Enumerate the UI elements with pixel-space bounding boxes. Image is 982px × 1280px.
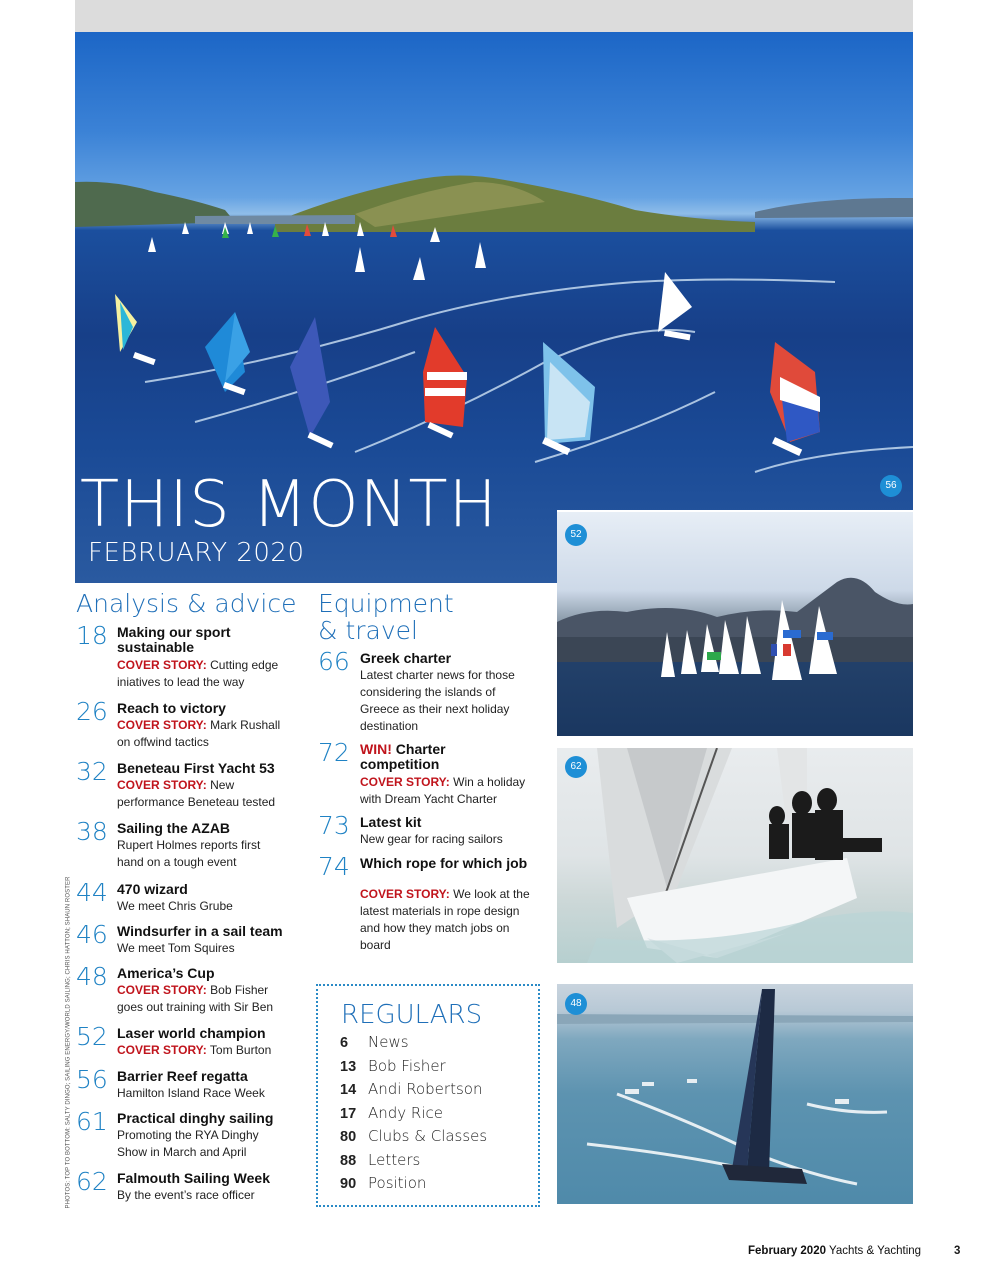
entry-title: Reach to victory [117,700,226,716]
regular-page: 90 [340,1176,357,1192]
photo-credit [60,876,72,1210]
entry-description [117,717,287,751]
falmouth-yacht-photo [557,748,913,963]
equipment-heading-line1: Equipment [318,589,454,618]
entry-title: Falmouth Sailing Week [117,1170,270,1186]
entry-page-number: 38 [76,817,108,846]
regular-item[interactable] [340,1127,487,1145]
cover-story-label: COVER STORY: [117,778,207,792]
issue-date: FEBRUARY 2020 [88,538,305,568]
photo-62-badge[interactable]: 62 [565,756,587,778]
regular-page: 6 [340,1035,349,1051]
photo-52-badge[interactable]: 52 [565,524,587,546]
entry-description [117,657,302,691]
entry-desc-text: New performance Beneteau tested [117,778,276,809]
entry-description [360,886,540,954]
page-footer [748,1245,921,1257]
entry-page-number: 56 [76,1065,108,1094]
entry-description [360,774,535,808]
cover-story-label: COVER STORY: [360,775,450,789]
regular-label: Clubs & Classes [368,1127,488,1145]
regular-page: 14 [340,1082,357,1098]
yacht-illustration [557,748,913,963]
regulars-box [316,984,540,1207]
entry-description: We meet Tom Squires [117,941,235,955]
regular-item[interactable] [340,1174,426,1192]
photo-48-badge[interactable]: 48 [565,993,587,1015]
entry-desc-text: Mark Rushall on offwind tactics [117,718,281,749]
regular-label: News [368,1033,409,1051]
entry-page-number: 61 [76,1107,108,1136]
entry-description: Latest charter news for those considering the islands of Greece as their next holiday destination [360,668,515,733]
entry-title: Barrier Reef regatta [117,1068,248,1084]
entry-page-number: 62 [76,1167,108,1196]
entry-description [117,777,292,811]
regular-page: 88 [340,1153,357,1169]
entry-page-number: 72 [318,738,350,767]
entry-page-number: 18 [76,621,108,650]
entry-desc-text: We look at the latest materials in rope design and how they match jobs on board [360,887,530,952]
regular-page: 17 [340,1106,357,1122]
entry-title: Sailing the AZAB [117,820,231,836]
entry-description: New gear for racing sailors [360,832,503,846]
entry-page-number: 32 [76,757,108,786]
entry-page-number: 44 [76,878,108,907]
hero-page-badge[interactable]: 56 [880,475,902,497]
regular-item[interactable] [340,1080,482,1098]
entry-desc-text: Win a holiday with Dream Yacht Charter [360,775,526,806]
footer-date: February 2020 [748,1245,826,1257]
entry-description: Hamilton Island Race Week [117,1086,265,1100]
entry-page-number: 46 [76,920,108,949]
entry-title: 470 wizard [117,881,188,897]
footer-magazine: Yachts & Yachting [829,1245,922,1257]
entry-title [360,742,480,772]
entry-description [117,1042,307,1059]
win-label: WIN! [360,741,392,757]
entry-title: Making our sport sustainable [117,624,231,655]
regular-label: Andy Rice [368,1104,443,1122]
regular-label: Letters [368,1151,421,1169]
entry-title: Greek charter [360,650,452,666]
entry-title: Which rope for which job [360,855,528,871]
regular-label: Andi Robertson [368,1080,483,1098]
entry-title: Windsurfer in a sail team [117,923,283,939]
regular-page: 13 [340,1059,357,1075]
equipment-heading-line2: & travel [318,616,418,645]
page-number: 3 [954,1245,961,1257]
entry-page-number: 26 [76,697,108,726]
cover-story-label: COVER STORY: [117,718,207,732]
entry-description: By the event’s race officer [117,1188,255,1202]
analysis-heading: Analysis & advice [76,589,297,618]
americas-cup-photo [557,984,913,1204]
top-grey-band [75,0,913,32]
entry-title-text: Charter competition [360,741,446,772]
entry-description: Promoting the RYA Dinghy Show in March and April [117,1128,259,1159]
entry-desc-text: Cutting edge iniatives to lead the way [117,658,279,689]
regular-label: Bob Fisher [368,1057,446,1075]
regular-item[interactable] [340,1033,409,1051]
entry-description: We meet Chris Grube [117,899,233,913]
entry-page-number: 73 [318,811,350,840]
entry-title: Practical dinghy sailing [117,1110,274,1126]
regular-label: Position [368,1174,427,1192]
laser-dinghies-photo [557,512,913,736]
entry-page-number: 52 [76,1022,108,1051]
foiling-yacht-illustration [557,984,913,1204]
entry-page-number: 66 [318,647,350,676]
entry-page-number: 74 [318,852,350,881]
cover-story-label: COVER STORY: [117,658,207,672]
entry-title: Latest kit [360,814,422,830]
entry-page-number: 48 [76,962,108,991]
cover-story-label: COVER STORY: [117,1043,207,1057]
equipment-heading [318,590,454,644]
laser-illustration [557,512,913,736]
entry-description: Rupert Holmes reports first hand on a tough event [117,838,261,869]
regulars-heading: REGULARS [341,1000,483,1030]
cover-story-label: COVER STORY: [117,983,207,997]
entry-description [117,982,292,1016]
page-title: THIS MONTH [80,468,498,542]
entry-desc-text: Tom Burton [209,1043,272,1057]
regular-item[interactable] [340,1104,443,1122]
entry-title: Beneteau First Yacht 53 [117,760,275,776]
cover-story-label: COVER STORY: [360,887,450,901]
regular-item[interactable] [340,1151,420,1169]
photo-credit-text: PHOTOS: TOP TO BOTTOM: SALTY DINGO; SAILING ENERGY/WORLD SAILING; CHRIS HATTON; SHAUN ROSTER [65,876,72,1209]
entry-title: Laser world champion [117,1025,266,1041]
entry-title: America’s Cup [117,965,215,981]
regular-item[interactable] [340,1057,446,1075]
entry-desc-text: Bob Fisher goes out training with Sir Ben [117,983,274,1014]
regular-page: 80 [340,1129,357,1145]
